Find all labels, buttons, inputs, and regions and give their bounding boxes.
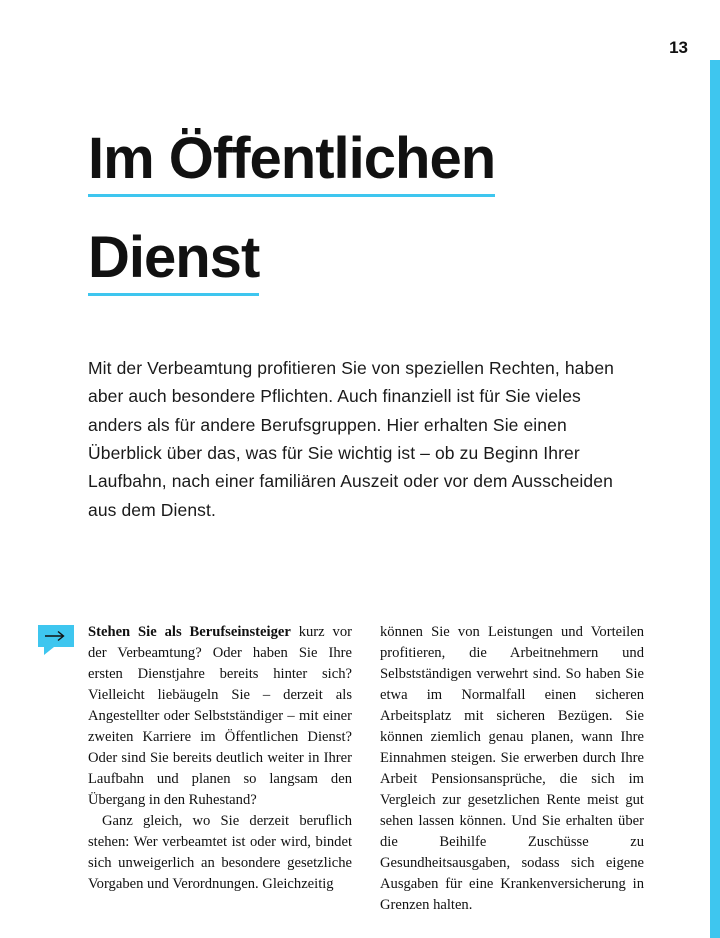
body-paragraph: können Sie von Leistungen und Vorteilen profitieren, die Arbeitnehmern und Selbstständigen verwehrt sind. So haben Sie etwa im Normalfall einen sicheren Arbeitsplatz mit sicheren Bezügen. Sie können ziemlich genau planen, wann Ihre Einnahmen steigen. Sie erwerben durch Ihre Arbeit Pensionsansprüche, die sich im Vergleich zur gesetzlichen Rente meist gut sehen lassen können. Und Sie erhalten über die Beihilfe Zuschüsse zu Gesundheitsausgaben, sodass sich eigene Ausgaben für eine Krankenversicherung in Grenzen halten.	[380, 624, 644, 914]
run-in-heading: Stehen Sie als Berufseinsteiger	[88, 624, 291, 641]
body-column-right	[380, 622, 644, 916]
lead-paragraph: Mit der Verbeamtung profitieren Sie von speziellen Rechten, haben aber auch besondere Pflichten. Auch finanziell ist für Sie vieles anders als für andere Berufsgruppen. Hier erhalten Sie einen Überblick über das, was für Sie wichtig ist – ob zu Beginn Ihrer Laufbahn, nach einer familiären Auszeit oder vor dem Ausscheiden aus dem Dienst.	[88, 358, 614, 520]
page-title	[88, 126, 648, 306]
body-paragraph: Ganz gleich, wo Sie derzeit beruflich stehen: Wer verbeamtet ist oder wird, bindet sich unweigerlich an besondere gesetzliche Vorgaben und Verordnungen. Gleichzeitig	[88, 813, 352, 893]
arrow-right-icon	[38, 625, 82, 651]
page-number: 13	[669, 38, 688, 57]
page-content	[88, 0, 648, 916]
body-paragraph-text: kurz vor der Verbeamtung? Oder haben Sie Ihre ersten Dienstjahre bereits hinter sich? Vielleicht liebäugeln Sie – derzeit als Angestellter oder Selbstständiger – mit einer zweiten Karriere im Öffentlichen Dienst? Oder sind Sie bereits deutlich weiter in Ihrer Laufbahn und planen so langsam den Übergang in den Ruhestand?	[88, 624, 352, 809]
body-column-left	[88, 622, 352, 916]
body-two-column-section	[88, 622, 644, 916]
page-edge-accent-bar	[710, 60, 720, 938]
page-title-line-2: Dienst	[88, 229, 259, 296]
page-title-line-1: Im Öffentlichen	[88, 130, 495, 197]
body-paragraph	[88, 622, 352, 811]
